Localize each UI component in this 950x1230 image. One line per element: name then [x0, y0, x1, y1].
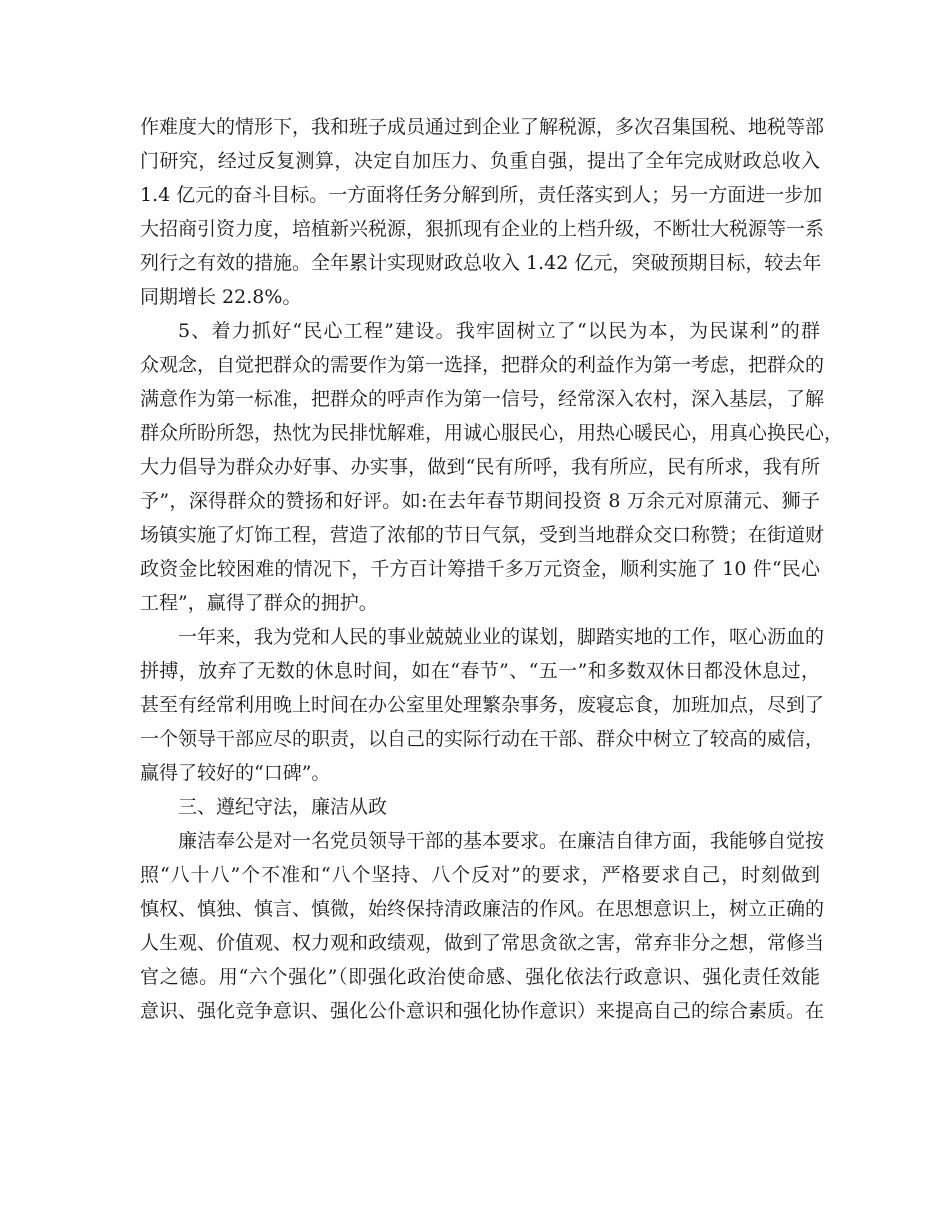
text-line: 拼搏，放弃了无数的休息时间，如在“春节”、“五一”和多数双休日都没休息过，	[140, 660, 820, 682]
document-body	[140, 110, 844, 1028]
text-line: 场镇实施了灯饰工程，营造了浓郁的节日气氛，受到当地群众交口称赞；在街道财	[140, 524, 825, 546]
text-line: 满意作为第一标准，把群众的呼声作为第一信号，经常深入农村，深入基层，了解	[140, 388, 825, 410]
text-line: 照“八十八”个不准和“八个坚持、八个反对”的要求，严格要求自己，时刻做到	[140, 864, 820, 886]
text-line: 门研究，经过反复测算，决定自加压力、负重自强，提出了全年完成财政总收入	[140, 150, 820, 172]
text-line: 众观念，自觉把群众的需要作为第一选择，把群众的利益作为第一考虑，把群众的	[140, 354, 825, 376]
text-line: 大招商引资力度，培植新兴税源，狠抓现有企业的上档升级，不断壮大税源等一系	[140, 218, 825, 240]
text-line: 官之德。用“六个强化”（即强化政治使命感、强化依法行政意识、强化责任效能	[140, 966, 820, 988]
text-line: 群众所盼所怨，热忱为民排忧解难，用诚心服民心，用热心暖民心，用真心换民心，	[140, 422, 844, 444]
text-line: 1.4 亿元的奋斗目标。一方面将任务分解到所，责任落实到人；另一方面进一步加	[140, 184, 823, 206]
text-line: 工程”，赢得了群众的拥护。	[140, 592, 378, 614]
text-line: 甚至有经常利用晚上时间在办公室里处理繁杂事务，废寝忘食，加班加点，尽到了	[140, 694, 825, 716]
text-line: 大力倡导为群众办好事、办实事，做到“民有所呼，我有所应，民有所求，我有所	[140, 456, 820, 478]
text-line: 5、着力抓好“民心工程”建设。我牢固树立了“以民为本，为民谋利”的群	[178, 320, 820, 342]
text-line: 列行之有效的措施。全年累计实现财政总收入 1.42 亿元，突破预期目标，较去年	[140, 252, 822, 274]
text-line: 三、遵纪守法，廉洁从政	[178, 796, 388, 818]
text-line: 同期增长 22.8%。	[140, 286, 302, 308]
text-line: 一年来，我为党和人民的事业兢兢业业的谋划，脚踏实地的工作，呕心沥血的	[178, 626, 825, 648]
text-line: 一个领导干部应尽的职责，以自己的实际行动在干部、群众中树立了较高的威信，	[140, 728, 825, 750]
text-line: 慎权、慎独、慎言、慎微，始终保持清政廉洁的作风。在思想意识上，树立正确的	[140, 898, 825, 920]
text-line: 予”，深得群众的赞扬和好评。如:在去年春节期间投资 8 万余元对原蒲元、狮子	[140, 490, 820, 512]
text-line: 廉洁奉公是对一名党员领导干部的基本要求。在廉洁自律方面，我能够自觉按	[178, 830, 825, 852]
text-line: 赢得了较好的“口碑”。	[140, 762, 331, 784]
text-line: 政资金比较困难的情况下，千方百计筹措千多万元资金，顺利实施了 10 件“民心	[140, 558, 820, 580]
text-line: 作难度大的情形下，我和班子成员通过到企业了解税源，多次召集国税、地税等部	[140, 116, 825, 138]
text-line: 意识、强化竞争意识、强化公仆意识和强化协作意识）来提高自己的综合素质。在	[140, 1000, 825, 1022]
text-line: 人生观、价值观、权力观和政绩观，做到了常思贪欲之害，常弃非分之想，常修当	[140, 932, 825, 954]
